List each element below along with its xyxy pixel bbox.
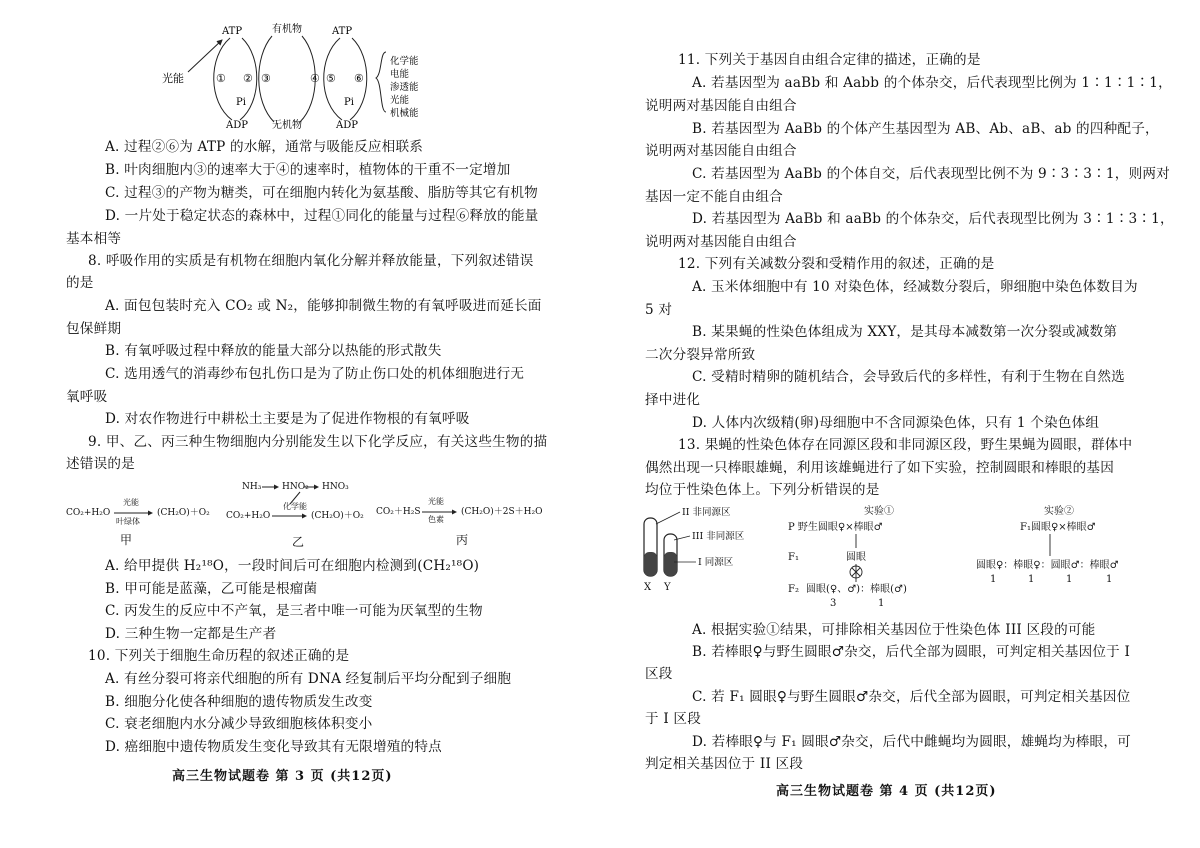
exp2-result: 圆眼♀：棒眼♀：圆眼♂：棒眼♂	[976, 560, 1119, 571]
chrom-x-label: X	[644, 582, 652, 593]
bing-condition-top: 光能	[428, 497, 444, 506]
q9-stem-line2: 述错误的是	[66, 456, 135, 472]
q8-option-d: D. 对农作物进行中耕松土主要是为了促进作物根的有氧呼吸	[105, 411, 470, 427]
q13-stem-line1: 13. 果蝇的性染色体存在同源区段和非同源区段，野生果蝇为圆眼，群体中	[678, 437, 1133, 453]
exp2-parents: F₁圆眼♀×棒眼♂	[1020, 522, 1096, 533]
label-jia: 甲	[120, 533, 133, 547]
jia-products: (CH₂O)＋O₂	[157, 508, 210, 518]
q10-option-d: D. 癌细胞中遗传物质发生变化导致其有无限增殖的特点	[105, 739, 442, 755]
q12-option-c-line1: C. 受精时精卵的随机结合，会导致后代的多样性，有利于生物在自然选	[692, 369, 1125, 385]
q9-option-c: C. 丙发生的反应中不产氧，是三者中唯一可能为厌氧型的生物	[105, 603, 483, 619]
q9-option-a: A. 给甲提供 H₂¹⁸O，一段时间后可在细胞内检测到(CH₂¹⁸O)	[105, 558, 480, 574]
q10-stem: 10. 下列关于细胞生命历程的叙述正确的是	[88, 648, 350, 664]
energy-electric: 电能	[390, 69, 410, 80]
q13-option-d-line1: D. 若棒眼♀与 F₁ 圆眼♂杂交，后代中雌蝇均为圆眼，雄蝇均为棒眼，可	[692, 734, 1131, 750]
q8-stem-line1: 8. 呼吸作用的实质是有机物在细胞内氧化分解并释放能量，下列叙述错误	[88, 253, 534, 269]
exp2-title: 实验②	[1044, 506, 1074, 517]
exp1-f2-label: F₂	[788, 584, 799, 595]
jia-reactants: CO₂+H₂O	[66, 508, 111, 518]
exp1-ratio-1: 3	[830, 598, 837, 609]
q9-option-d: D. 三种生物一定都是生产者	[105, 626, 277, 642]
q12-option-a-line2: 5 对	[645, 302, 673, 318]
q7-option-d-line1: D. 一片处于稳定状态的森林中，过程①同化的能量与过程⑥释放的能量	[105, 208, 539, 224]
q11-option-d-line2: 说明两对基因能自由组合	[645, 234, 797, 250]
q10-option-c: C. 衰老细胞内水分减少导致细胞核体积变小	[105, 716, 373, 732]
q13-option-a: A. 根据实验①结果，可排除相关基因位于性染色体 III 区段的可能	[692, 622, 1096, 638]
q12-option-d: D. 人体内次级精(卵)母细胞中不含同源染色体，只有 1 个染色体组	[692, 415, 1100, 431]
q12-option-b-line1: B. 某果蝇的性染色体组成为 XXY，是其母本减数第一次分裂或减数第	[692, 324, 1118, 340]
energy-mechanical: 机械能	[390, 108, 419, 119]
page-4	[600, 0, 1200, 848]
q8-option-a-line2: 包保鲜期	[66, 321, 122, 337]
q13-stem-line2: 偶然出现一只棒眼雄蝇，利用该雄蝇进行了如下实验，控制圆眼和棒眼的基因	[645, 460, 1114, 476]
yi-hno2: HNO₂	[282, 482, 309, 492]
exp1-f1-label: F₁	[788, 552, 799, 563]
page-footer-4: 高三生物试题卷 第 4 页 (共12页)	[776, 784, 997, 799]
y-homologous-segment	[664, 552, 677, 576]
adp-label-2: ADP	[336, 120, 358, 131]
q13-option-b-line1: B. 若棒眼♀与野生圆眼♂杂交，后代全部为圆眼，可判定相关基因位于 I	[692, 644, 1131, 660]
page-footer-3: 高三生物试题卷 第 3 页 (共12页)	[172, 769, 393, 784]
q10-option-b: B. 细胞分化使各种细胞的遗传物质发生改变	[105, 694, 373, 710]
exp2-ratio-4: 1	[1106, 574, 1113, 585]
exp1-title: 实验①	[864, 506, 894, 517]
q11-option-c-line1: C. 若基因型为 AaBb 的个体自交，后代表现型比例不为 9∶3∶3∶1，则两对	[692, 166, 1170, 182]
exp1-f2-value: 圆眼(♀、♂)：棒眼(♂)	[806, 584, 907, 595]
step-4-label: ④	[310, 72, 320, 85]
yi-reactants: CO₂+H₂O	[226, 511, 271, 521]
atp-label-2: ATP	[332, 26, 353, 37]
q11-option-c-line2: 基因一定不能自由组合	[645, 189, 783, 205]
adp-label-1: ADP	[226, 120, 248, 131]
chrom-iii-label: III 非同源区	[692, 531, 745, 542]
q7-option-a: A. 过程②⑥为 ATP 的水解，通常与吸能反应相联系	[105, 139, 424, 155]
q13-option-d-line2: 判定相关基因位于 II 区段	[645, 756, 804, 772]
light-energy-label: 光能	[162, 72, 184, 85]
step-5-label: ⑤	[326, 72, 336, 85]
bing-condition-bottom: 色素	[428, 515, 444, 524]
yi-hno3: HNO₃	[322, 482, 349, 492]
q13-stem-line3: 均位于性染色体上。下列分析错误的是	[645, 482, 880, 498]
q8-option-b: B. 有氧呼吸过程中释放的能量大部分以热能的形式散失	[105, 343, 442, 359]
organic-label: 有机物	[272, 24, 302, 35]
energy-light: 光能	[390, 95, 410, 106]
q11-option-d-line1: D. 若基因型为 AaBb 和 aaBb 的个体杂交，后代表现型比例为 3∶1∶3∶1，	[692, 211, 1174, 227]
inorganic-label: 无机物	[272, 120, 302, 131]
label-yi: 乙	[292, 535, 305, 549]
q10-option-a: A. 有丝分裂可将亲代细胞的所有 DNA 经复制后平均分配到子细胞	[105, 671, 512, 687]
chrom-y-label: Y	[664, 582, 671, 593]
step-6-label: ⑥	[354, 72, 364, 85]
q13-option-b-line2: 区段	[645, 666, 673, 682]
pi-label-1: Pi	[236, 97, 246, 108]
q11-option-b-line1: B. 若基因型为 AaBb 的个体产生基因型为 AB、Ab、aB、ab 的四种配子，	[692, 121, 1159, 137]
q8-option-c-line1: C. 选用透气的消毒纱布包扎伤口是为了防止伤口处的机体细胞进行无	[105, 366, 525, 382]
energy-brace	[376, 52, 386, 112]
exp2-ratio-1: 1	[990, 574, 997, 585]
q9-option-b: B. 甲可能是蓝藻，乙可能是根瘤菌	[105, 581, 318, 597]
q12-stem: 12. 下列有关减数分裂和受精作用的叙述，正确的是	[678, 256, 995, 272]
chrom-i-label: I 同源区	[698, 557, 734, 568]
experiment-2-line	[1040, 534, 1060, 558]
exp2-ratio-2: 1	[1028, 574, 1035, 585]
chrom-ii-label: II 非同源区	[682, 507, 731, 518]
q12-option-c-line2: 择中进化	[645, 392, 701, 408]
jia-condition-bottom: 叶绿体	[116, 517, 140, 526]
yi-products: (CH₂O)＋O₂	[311, 511, 364, 521]
yi-nh3: NH₃	[242, 482, 262, 492]
jia-condition-top: 光能	[123, 498, 139, 507]
q11-option-a-line1: A. 若基因型为 aaBb 和 Aabb 的个体杂交，后代表现型比例为 1∶1∶1∶1，	[692, 75, 1172, 91]
q7-option-c: C. 过程③的产物为糖类，可在细胞内转化为氨基酸、脂肪等其它有机物	[105, 185, 538, 201]
q11-option-a-line2: 说明两对基因能自由组合	[645, 98, 797, 114]
atp-label-1: ATP	[222, 26, 243, 37]
bing-reactants: CO₂＋H₂S	[376, 507, 421, 517]
q7-option-d-line2: 基本相等	[66, 231, 122, 247]
q8-option-c-line2: 氧呼吸	[66, 389, 108, 405]
q11-stem: 11. 下列关于基因自由组合定律的描述，正确的是	[678, 52, 981, 68]
energy-osmotic: 渗透能	[390, 82, 419, 93]
q7-option-b: B. 叶肉细胞内③的速率大于④的速率时，植物体的干重不一定增加	[105, 162, 511, 178]
q13-option-c-line1: C. 若 F₁ 圆眼♀与野生圆眼♂杂交，后代全部为圆眼，可判定相关基因位	[692, 689, 1131, 705]
bing-products: (CH₂O)＋2S＋H₂O	[461, 507, 543, 517]
exp2-ratio-3: 1	[1066, 574, 1073, 585]
yi-arrow-branch	[290, 492, 300, 504]
atp-cycle-diagram	[150, 12, 450, 132]
q9-stem-line1: 9. 甲、乙、丙三种生物细胞内分别能发生以下化学反应，有关这些生物的描	[88, 434, 548, 450]
q12-option-a-line1: A. 玉米体细胞中有 10 对染色体，经减数分裂后，卵细胞中染色体数目为	[692, 279, 1138, 295]
light-arrow	[188, 40, 222, 72]
label-bing: 丙	[456, 533, 469, 547]
exp1-parents: P 野生圆眼♀×棒眼♂	[788, 522, 883, 533]
step-1-label: ①	[216, 72, 226, 85]
energy-chemical: 化学能	[390, 56, 419, 67]
step-3-label: ③	[261, 72, 271, 85]
q12-option-b-line2: 二次分裂异常所致	[645, 347, 756, 363]
pointer-ii	[656, 512, 680, 524]
yi-condition: 化学能	[283, 502, 307, 511]
exp1-f1-value: 圆眼	[846, 552, 866, 563]
q8-stem-line2: 的是	[66, 275, 94, 291]
q8-option-a-line1: A. 面包包装时充入 CO₂ 或 N₂，能够抑制微生物的有氧呼吸进而延长面	[105, 298, 542, 314]
exp1-ratio-2: 1	[878, 598, 885, 609]
q11-option-b-line2: 说明两对基因能自由组合	[645, 143, 797, 159]
reaction-arrows	[0, 470, 600, 530]
experiment-1-lines	[820, 534, 900, 586]
pi-label-2: Pi	[344, 97, 354, 108]
x-homologous-segment	[644, 552, 657, 576]
step-2-label: ②	[243, 72, 253, 85]
q13-option-c-line2: 于 I 区段	[645, 711, 701, 727]
